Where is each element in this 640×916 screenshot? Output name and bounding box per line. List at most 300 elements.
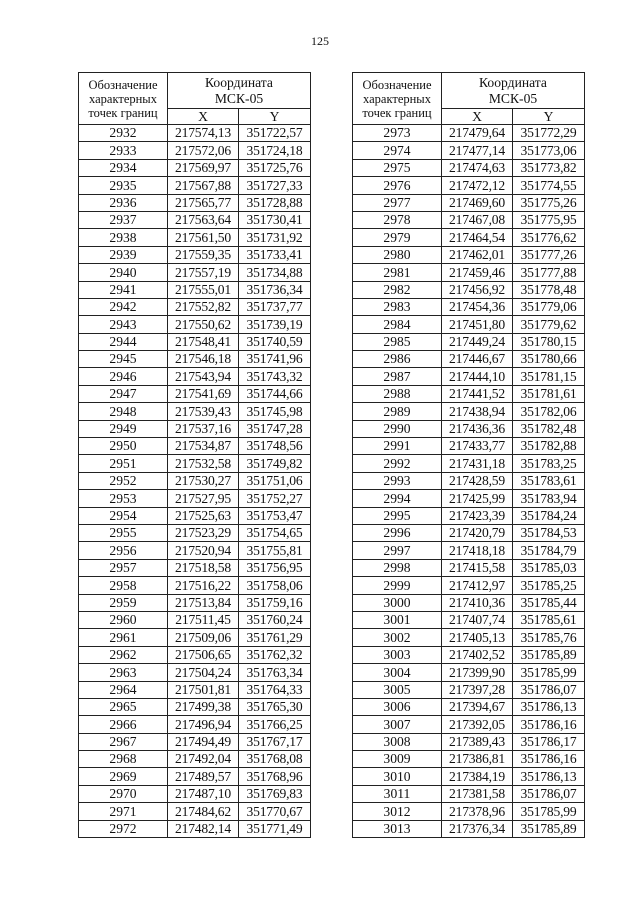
- x-coordinate-cell: 217561,50: [168, 229, 239, 246]
- x-coordinate-cell: 217559,35: [168, 246, 239, 263]
- table-row: [353, 646, 585, 663]
- point-number-cell: 2945: [79, 351, 168, 368]
- point-number-cell: 2951: [79, 455, 168, 472]
- point-number-cell: 2939: [79, 246, 168, 263]
- x-coordinate-cell: 217494,49: [168, 733, 239, 750]
- y-coordinate-cell: 351781,61: [513, 385, 585, 402]
- x-coordinate-cell: 217506,65: [168, 646, 239, 663]
- table-row: [353, 733, 585, 750]
- point-number-cell: 2983: [353, 298, 442, 315]
- table-row: [79, 751, 311, 768]
- y-coordinate-cell: 351740,59: [239, 333, 311, 350]
- y-coordinate-cell: 351722,57: [239, 125, 311, 142]
- table-row: [353, 716, 585, 733]
- y-coordinate-cell: 351777,26: [513, 246, 585, 263]
- table-row: [353, 472, 585, 489]
- point-number-cell: 2942: [79, 298, 168, 315]
- point-number-cell: 2985: [353, 333, 442, 350]
- x-coordinate-cell: 217446,67: [442, 351, 513, 368]
- x-coordinate-cell: 217386,81: [442, 751, 513, 768]
- x-coordinate-cell: 217436,36: [442, 420, 513, 437]
- point-number-cell: 2962: [79, 646, 168, 663]
- point-number-cell: 2984: [353, 316, 442, 333]
- x-coordinate-cell: 217462,01: [442, 246, 513, 263]
- x-coordinate-cell: 217412,97: [442, 577, 513, 594]
- x-coordinate-cell: 217546,18: [168, 351, 239, 368]
- point-number-cell: 2979: [353, 229, 442, 246]
- x-coordinate-cell: 217392,05: [442, 716, 513, 733]
- point-number-cell: 2935: [79, 177, 168, 194]
- x-coordinate-cell: 217479,64: [442, 125, 513, 142]
- point-number-cell: 2961: [79, 629, 168, 646]
- x-coordinate-cell: 217523,29: [168, 524, 239, 541]
- point-number-cell: 2960: [79, 611, 168, 628]
- x-coordinate-cell: 217516,22: [168, 577, 239, 594]
- x-coordinate-cell: 217469,60: [442, 194, 513, 211]
- point-number-cell: 3011: [353, 785, 442, 802]
- point-number-cell: 3006: [353, 698, 442, 715]
- x-coordinate-cell: 217423,39: [442, 507, 513, 524]
- point-number-cell: 2954: [79, 507, 168, 524]
- y-coordinate-cell: 351758,06: [239, 577, 311, 594]
- table-row: [79, 455, 311, 472]
- y-coordinate-cell: 351785,61: [513, 611, 585, 628]
- point-number-cell: 2937: [79, 211, 168, 228]
- table-row: [79, 716, 311, 733]
- table-row: [79, 403, 311, 420]
- y-coordinate-cell: 351775,95: [513, 211, 585, 228]
- table-row: [79, 577, 311, 594]
- table-row: [79, 333, 311, 350]
- y-coordinate-cell: 351780,66: [513, 351, 585, 368]
- point-number-cell: 2943: [79, 316, 168, 333]
- x-coordinate-cell: 217441,52: [442, 385, 513, 402]
- y-coordinate-cell: 351743,32: [239, 368, 311, 385]
- y-coordinate-cell: 351765,30: [239, 698, 311, 715]
- y-coordinate-cell: 351785,76: [513, 629, 585, 646]
- y-column-header: Y: [513, 109, 585, 125]
- y-coordinate-cell: 351748,56: [239, 438, 311, 455]
- point-number-cell: 2986: [353, 351, 442, 368]
- x-coordinate-cell: 217415,58: [442, 559, 513, 576]
- point-number-cell: 2973: [353, 125, 442, 142]
- point-number-cell: 2967: [79, 733, 168, 750]
- table-row: [79, 646, 311, 663]
- point-number-cell: 2947: [79, 385, 168, 402]
- point-number-cell: 3013: [353, 820, 442, 837]
- y-coordinate-cell: 351784,53: [513, 524, 585, 541]
- point-number-cell: 2959: [79, 594, 168, 611]
- y-coordinate-cell: 351768,08: [239, 751, 311, 768]
- y-coordinate-cell: 351745,98: [239, 403, 311, 420]
- x-coordinate-cell: 217511,45: [168, 611, 239, 628]
- table-row: [353, 611, 585, 628]
- x-coordinate-cell: 217467,08: [442, 211, 513, 228]
- y-coordinate-cell: 351777,88: [513, 264, 585, 281]
- table-row: [79, 159, 311, 176]
- table-row: [353, 577, 585, 594]
- table-row: [353, 820, 585, 837]
- table-row: [353, 368, 585, 385]
- x-coordinate-cell: 217574,13: [168, 125, 239, 142]
- point-number-cell: 2992: [353, 455, 442, 472]
- y-coordinate-cell: 351761,29: [239, 629, 311, 646]
- x-coordinate-cell: 217438,94: [442, 403, 513, 420]
- point-number-cell: 2978: [353, 211, 442, 228]
- x-coordinate-cell: 217501,81: [168, 681, 239, 698]
- point-number-cell: 2982: [353, 281, 442, 298]
- x-coordinate-cell: 217525,63: [168, 507, 239, 524]
- table-row: [353, 403, 585, 420]
- point-number-cell: 2932: [79, 125, 168, 142]
- point-number-cell: 2994: [353, 490, 442, 507]
- coordinates-table-right: [352, 72, 585, 838]
- table-row: [353, 490, 585, 507]
- point-number-cell: 2995: [353, 507, 442, 524]
- table-row: [353, 159, 585, 176]
- y-coordinate-cell: 351774,55: [513, 177, 585, 194]
- y-coordinate-cell: 351786,13: [513, 768, 585, 785]
- x-coordinate-cell: 217407,74: [442, 611, 513, 628]
- x-coordinate-cell: 217444,10: [442, 368, 513, 385]
- y-coordinate-cell: 351739,19: [239, 316, 311, 333]
- x-coordinate-cell: 217548,41: [168, 333, 239, 350]
- x-coordinate-cell: 217572,06: [168, 142, 239, 159]
- point-number-cell: 2938: [79, 229, 168, 246]
- table-row: [353, 438, 585, 455]
- table-row: [353, 246, 585, 263]
- y-coordinate-cell: 351764,33: [239, 681, 311, 698]
- table-row: [353, 333, 585, 350]
- point-number-cell: 2988: [353, 385, 442, 402]
- x-coordinate-cell: 217451,80: [442, 316, 513, 333]
- y-coordinate-cell: 351786,07: [513, 785, 585, 802]
- y-coordinate-cell: 351779,06: [513, 298, 585, 315]
- x-coordinate-cell: 217484,62: [168, 803, 239, 820]
- y-coordinate-cell: 351784,79: [513, 542, 585, 559]
- x-coordinate-cell: 217489,57: [168, 768, 239, 785]
- table-row: [79, 125, 311, 142]
- y-coordinate-cell: 351741,96: [239, 351, 311, 368]
- point-number-cell: 2948: [79, 403, 168, 420]
- table-row: [79, 542, 311, 559]
- table-row: [79, 803, 311, 820]
- point-designation-header: Обозначение характерных точек границ: [353, 73, 442, 125]
- point-number-cell: 3010: [353, 768, 442, 785]
- table-row: [353, 211, 585, 228]
- table-row: [353, 177, 585, 194]
- x-coordinate-cell: 217420,79: [442, 524, 513, 541]
- y-coordinate-cell: 351785,44: [513, 594, 585, 611]
- x-coordinate-cell: 217384,19: [442, 768, 513, 785]
- x-coordinate-cell: 217539,43: [168, 403, 239, 420]
- x-coordinate-cell: 217555,01: [168, 281, 239, 298]
- table-row: [353, 803, 585, 820]
- point-number-cell: 3009: [353, 751, 442, 768]
- point-number-cell: 2941: [79, 281, 168, 298]
- table-row: [79, 524, 311, 541]
- point-number-cell: 3004: [353, 664, 442, 681]
- table-row: [353, 194, 585, 211]
- y-coordinate-cell: 351770,67: [239, 803, 311, 820]
- table-row: [353, 420, 585, 437]
- point-number-cell: 3000: [353, 594, 442, 611]
- y-coordinate-cell: 351724,18: [239, 142, 311, 159]
- x-coordinate-cell: 217518,58: [168, 559, 239, 576]
- table-row: [353, 281, 585, 298]
- table-row: [353, 542, 585, 559]
- point-number-cell: 2955: [79, 524, 168, 541]
- x-coordinate-cell: 217541,69: [168, 385, 239, 402]
- point-number-cell: 2949: [79, 420, 168, 437]
- table-row: [79, 820, 311, 837]
- point-number-cell: 2981: [353, 264, 442, 281]
- x-coordinate-cell: 217472,12: [442, 177, 513, 194]
- point-number-cell: 2999: [353, 577, 442, 594]
- x-coordinate-cell: 217464,54: [442, 229, 513, 246]
- table-row: [79, 264, 311, 281]
- point-number-cell: 2957: [79, 559, 168, 576]
- coordinate-system-header: Координата МСК-05: [168, 73, 311, 109]
- point-number-cell: 2977: [353, 194, 442, 211]
- table-row: [79, 281, 311, 298]
- table-row: [79, 629, 311, 646]
- x-coordinate-cell: 217418,18: [442, 542, 513, 559]
- y-coordinate-cell: 351786,16: [513, 751, 585, 768]
- y-coordinate-cell: 351783,61: [513, 472, 585, 489]
- x-coordinate-cell: 217474,63: [442, 159, 513, 176]
- table-row: [79, 420, 311, 437]
- table-row: [353, 142, 585, 159]
- point-number-cell: 2993: [353, 472, 442, 489]
- x-coordinate-cell: 217504,24: [168, 664, 239, 681]
- y-coordinate-cell: 351771,49: [239, 820, 311, 837]
- y-coordinate-cell: 351773,06: [513, 142, 585, 159]
- table-row: [79, 385, 311, 402]
- table-row: [353, 229, 585, 246]
- point-number-cell: 2965: [79, 698, 168, 715]
- table-row: [79, 490, 311, 507]
- table-row: [79, 316, 311, 333]
- x-coordinate-cell: 217534,87: [168, 438, 239, 455]
- y-coordinate-cell: 351779,62: [513, 316, 585, 333]
- point-number-cell: 3003: [353, 646, 442, 663]
- y-coordinate-cell: 351725,76: [239, 159, 311, 176]
- x-coordinate-cell: 217454,36: [442, 298, 513, 315]
- y-coordinate-cell: 351775,26: [513, 194, 585, 211]
- y-coordinate-cell: 351759,16: [239, 594, 311, 611]
- point-number-cell: 2970: [79, 785, 168, 802]
- x-coordinate-cell: 217459,46: [442, 264, 513, 281]
- y-coordinate-cell: 351785,89: [513, 820, 585, 837]
- point-number-cell: 2974: [353, 142, 442, 159]
- table-row: [79, 194, 311, 211]
- y-coordinate-cell: 351782,06: [513, 403, 585, 420]
- y-coordinate-cell: 351737,77: [239, 298, 311, 315]
- y-coordinate-cell: 351760,24: [239, 611, 311, 628]
- x-coordinate-cell: 217456,92: [442, 281, 513, 298]
- table-row: [79, 368, 311, 385]
- x-coordinate-cell: 217428,59: [442, 472, 513, 489]
- x-coordinate-cell: 217394,67: [442, 698, 513, 715]
- table-row: [353, 751, 585, 768]
- table-row: [353, 594, 585, 611]
- y-coordinate-cell: 351786,17: [513, 733, 585, 750]
- table-row: [79, 229, 311, 246]
- point-number-cell: 2944: [79, 333, 168, 350]
- point-number-cell: 2946: [79, 368, 168, 385]
- x-coordinate-cell: 217499,38: [168, 698, 239, 715]
- point-number-cell: 2996: [353, 524, 442, 541]
- y-coordinate-cell: 351784,24: [513, 507, 585, 524]
- x-coordinate-cell: 217513,84: [168, 594, 239, 611]
- x-coordinate-cell: 217567,88: [168, 177, 239, 194]
- table-row: [353, 455, 585, 472]
- point-number-cell: 2934: [79, 159, 168, 176]
- table-row: [79, 681, 311, 698]
- point-number-cell: 3001: [353, 611, 442, 628]
- point-number-cell: 2933: [79, 142, 168, 159]
- y-coordinate-cell: 351755,81: [239, 542, 311, 559]
- x-coordinate-cell: 217532,58: [168, 455, 239, 472]
- table-row: [353, 698, 585, 715]
- point-number-cell: 2975: [353, 159, 442, 176]
- point-number-cell: 2966: [79, 716, 168, 733]
- point-number-cell: 2953: [79, 490, 168, 507]
- point-number-cell: 2963: [79, 664, 168, 681]
- table-row: [353, 316, 585, 333]
- point-number-cell: 2940: [79, 264, 168, 281]
- y-coordinate-cell: 351744,66: [239, 385, 311, 402]
- y-coordinate-cell: 351778,48: [513, 281, 585, 298]
- point-number-cell: 3007: [353, 716, 442, 733]
- point-number-cell: 2969: [79, 768, 168, 785]
- table-row: [353, 264, 585, 281]
- table-row: [79, 351, 311, 368]
- x-coordinate-cell: 217376,34: [442, 820, 513, 837]
- x-coordinate-cell: 217399,90: [442, 664, 513, 681]
- y-coordinate-cell: 351782,88: [513, 438, 585, 455]
- y-coordinate-cell: 351753,47: [239, 507, 311, 524]
- coordinate-system-header: Координата МСК-05: [442, 73, 585, 109]
- x-coordinate-cell: 217565,77: [168, 194, 239, 211]
- y-coordinate-cell: 351756,95: [239, 559, 311, 576]
- y-coordinate-cell: 351768,96: [239, 768, 311, 785]
- point-number-cell: 2990: [353, 420, 442, 437]
- y-coordinate-cell: 351728,88: [239, 194, 311, 211]
- point-number-cell: 2998: [353, 559, 442, 576]
- y-coordinate-cell: 351785,99: [513, 803, 585, 820]
- x-coordinate-cell: 217509,06: [168, 629, 239, 646]
- table-row: [79, 211, 311, 228]
- point-number-cell: 2971: [79, 803, 168, 820]
- y-coordinate-cell: 351749,82: [239, 455, 311, 472]
- x-coordinate-cell: 217477,14: [442, 142, 513, 159]
- y-coordinate-cell: 351752,27: [239, 490, 311, 507]
- y-coordinate-cell: 351782,48: [513, 420, 585, 437]
- table-row: [79, 298, 311, 315]
- table-row: [353, 559, 585, 576]
- table-row: [353, 385, 585, 402]
- y-coordinate-cell: 351781,15: [513, 368, 585, 385]
- y-coordinate-cell: 351786,07: [513, 681, 585, 698]
- y-coordinate-cell: 351780,15: [513, 333, 585, 350]
- table-row: [79, 246, 311, 263]
- point-number-cell: 2976: [353, 177, 442, 194]
- x-coordinate-cell: 217431,18: [442, 455, 513, 472]
- x-coordinate-cell: 217433,77: [442, 438, 513, 455]
- y-coordinate-cell: 351762,32: [239, 646, 311, 663]
- table-row: [353, 298, 585, 315]
- x-coordinate-cell: 217543,94: [168, 368, 239, 385]
- table-row: [79, 472, 311, 489]
- y-coordinate-cell: 351773,82: [513, 159, 585, 176]
- table-row: [353, 681, 585, 698]
- table-row: [79, 768, 311, 785]
- table-row: [79, 142, 311, 159]
- y-coordinate-cell: 351733,41: [239, 246, 311, 263]
- y-coordinate-cell: 351786,16: [513, 716, 585, 733]
- point-number-cell: 3005: [353, 681, 442, 698]
- table-row: [79, 594, 311, 611]
- point-number-cell: 2991: [353, 438, 442, 455]
- point-number-cell: 2989: [353, 403, 442, 420]
- y-coordinate-cell: 351736,34: [239, 281, 311, 298]
- point-number-cell: 2936: [79, 194, 168, 211]
- y-coordinate-cell: 351766,25: [239, 716, 311, 733]
- x-coordinate-cell: 217496,94: [168, 716, 239, 733]
- x-coordinate-cell: 217552,82: [168, 298, 239, 315]
- point-number-cell: 3002: [353, 629, 442, 646]
- y-coordinate-cell: 351772,29: [513, 125, 585, 142]
- point-number-cell: 2968: [79, 751, 168, 768]
- y-coordinate-cell: 351731,92: [239, 229, 311, 246]
- point-number-cell: 2997: [353, 542, 442, 559]
- x-coordinate-cell: 217378,96: [442, 803, 513, 820]
- x-coordinate-cell: 217405,13: [442, 629, 513, 646]
- table-row: [353, 768, 585, 785]
- x-coordinate-cell: 217550,62: [168, 316, 239, 333]
- x-coordinate-cell: 217381,58: [442, 785, 513, 802]
- y-coordinate-cell: 351730,41: [239, 211, 311, 228]
- table-row: [353, 125, 585, 142]
- table-row: [79, 559, 311, 576]
- y-coordinate-cell: 351763,34: [239, 664, 311, 681]
- x-coordinate-cell: 217482,14: [168, 820, 239, 837]
- x-coordinate-cell: 217492,04: [168, 751, 239, 768]
- table-row: [79, 664, 311, 681]
- x-coordinate-cell: 217557,19: [168, 264, 239, 281]
- x-coordinate-cell: 217527,95: [168, 490, 239, 507]
- point-number-cell: 2987: [353, 368, 442, 385]
- table-row: [353, 507, 585, 524]
- table-row: [79, 698, 311, 715]
- x-coordinate-cell: 217402,52: [442, 646, 513, 663]
- point-number-cell: 3008: [353, 733, 442, 750]
- x-coordinate-cell: 217537,16: [168, 420, 239, 437]
- y-coordinate-cell: 351785,03: [513, 559, 585, 576]
- table-row: [79, 177, 311, 194]
- table-row: [353, 664, 585, 681]
- x-coordinate-cell: 217410,36: [442, 594, 513, 611]
- y-coordinate-cell: 351785,89: [513, 646, 585, 663]
- y-coordinate-cell: 351786,13: [513, 698, 585, 715]
- y-coordinate-cell: 351727,33: [239, 177, 311, 194]
- y-coordinate-cell: 351785,25: [513, 577, 585, 594]
- x-coordinate-cell: 217397,28: [442, 681, 513, 698]
- y-coordinate-cell: 351783,25: [513, 455, 585, 472]
- table-row: [353, 351, 585, 368]
